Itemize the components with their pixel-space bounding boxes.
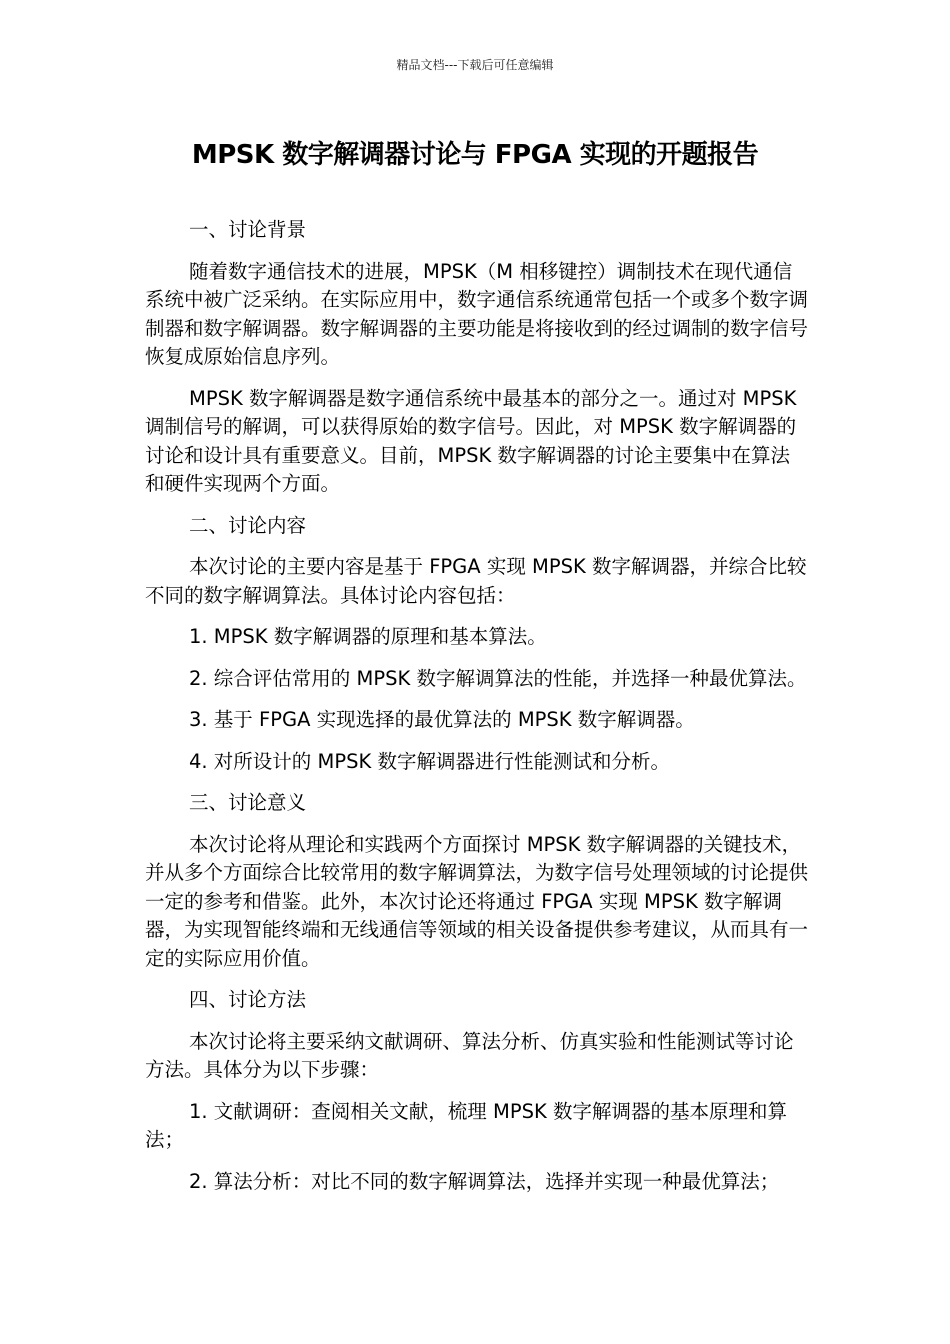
list-item: 1. 文献调研：查阅相关文献，梳理 MPSK 数字解调器的基本原理和算法； — [145, 1099, 787, 1151]
section-heading-content: 二、讨论内容 — [189, 513, 307, 537]
paragraph: 本次讨论的主要内容是基于 FPGA 实现 MPSK 数字解调器，并综合比较不同的数字解调算法。具体讨论内容包括： — [145, 555, 807, 607]
document-title: MPSK 数字解调器讨论与 FPGA 实现的开题报告 — [191, 140, 759, 170]
paragraph: 本次讨论将从理论和实践两个方面探讨 MPSK 数字解调器的关键技术，并从多个方面综合比较常用的数字解调算法，为数字信号处理领域的讨论提供一定的参考和借鉴。此外，本次讨论还将通过 FPGA 实现 MPSK 数字解调器，为实现智能终端和无线通信等领域的相关设备提供参考建议，从而具有一定的实际应用价值。 — [145, 832, 809, 970]
document-body — [145, 216, 809, 1209]
section-heading-significance: 三、讨论意义 — [189, 791, 307, 814]
section-heading-methods: 四、讨论方法 — [189, 988, 307, 1011]
paragraph: 本次讨论将主要采纳文献调研、算法分析、仿真实验和性能测试等讨论方法。具体分为以下步骤： — [145, 1029, 794, 1081]
list-item: 1. MPSK 数字解调器的原理和基本算法。 — [189, 625, 547, 648]
list-item: 3. 基于 FPGA 实现选择的最优算法的 MPSK 数字解调器。 — [189, 708, 695, 731]
list-item: 4. 对所设计的 MPSK 数字解调器进行性能测试和分析。 — [189, 749, 670, 773]
list-item: 2. 算法分析：对比不同的数字解调算法，选择并实现一种最优算法； — [189, 1169, 780, 1193]
paragraph: MPSK 数字解调器是数字通信系统中最基本的部分之一。通过对 MPSK 调制信号的解调，可以获得原始的数字信号。因此，对 MPSK 数字解调器的讨论和设计具有重要意义。目前，MPSK 数字解调器的讨论主要集中在算法和硬件实现两个方面。 — [145, 386, 797, 495]
list-item: 2. 综合评估常用的 MPSK 数字解调算法的性能，并选择一种最优算法。 — [189, 666, 807, 690]
paragraph: 随着数字通信技术的进展，MPSK（M 相移键控）调制技术在现代通信系统中被广泛采纳。在实际应用中，数字通信系统通常包括一个或多个数字调制器和数字解调器。数字解调器的主要功能是将接收到的经过调制的数字信号恢复成原始信息序列。 — [145, 259, 809, 368]
page-header: 精品文档---下载后可任意编辑 — [396, 58, 554, 72]
section-heading-background: 一、讨论背景 — [189, 218, 307, 241]
